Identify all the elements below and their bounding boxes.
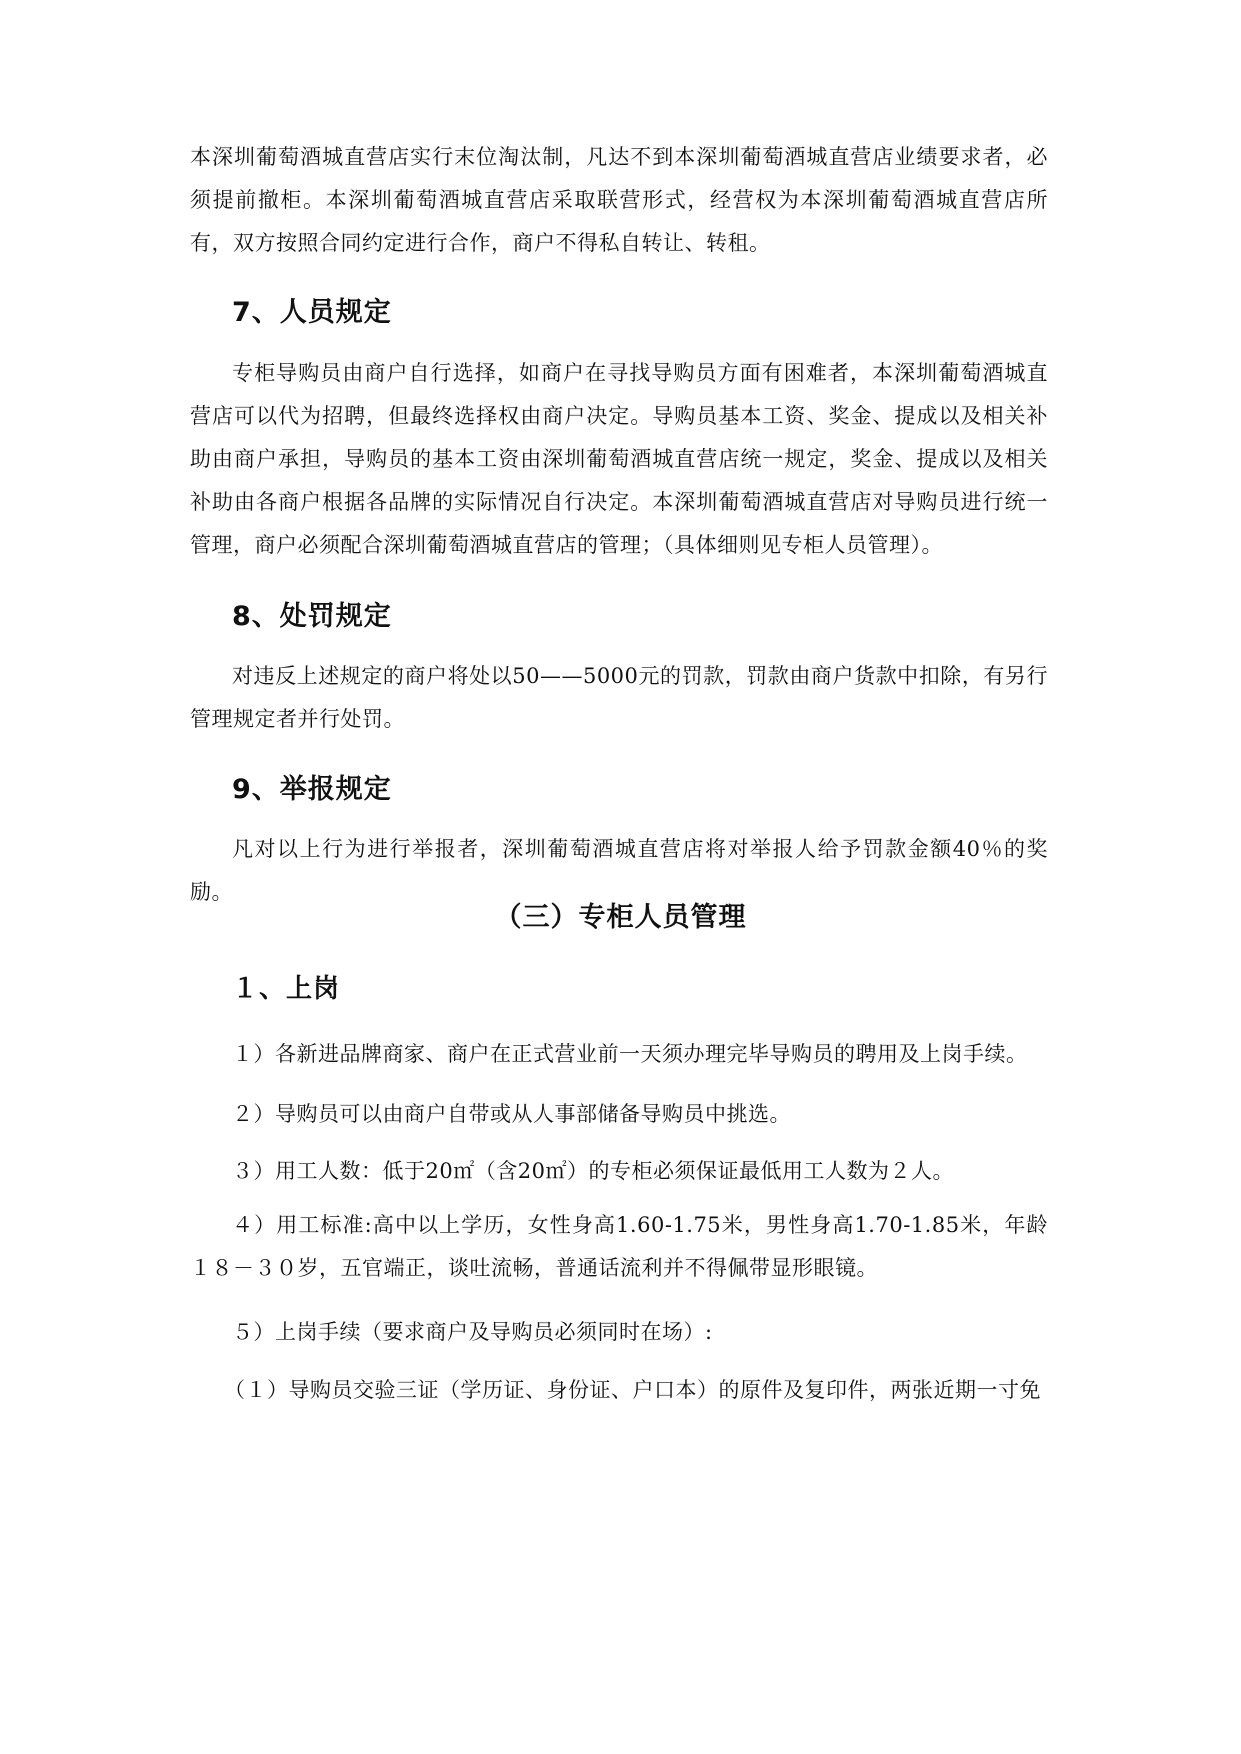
heading-9-report-rules: 9、举报规定 bbox=[232, 774, 392, 805]
paragraph-report-rules: 凡对以上行为进行举报者，深圳葡萄酒城直营店将对举报人给予罚款金额40％的奖励。 bbox=[190, 837, 1048, 904]
list-item-3: ３）用工人数：低于20㎡（含20㎡）的专柜必须保证最低用工人数为２人。 bbox=[232, 1159, 954, 1183]
section-title-counter-staff-management: （三）专柜人员管理 bbox=[494, 902, 747, 933]
list-item-2: ２）导购员可以由商户自带或从人事部储备导购员中挑选。 bbox=[232, 1102, 791, 1126]
paragraph-personnel-rules: 专柜导购员由商户自行选择，如商户在寻找导购员方面有困难者，本深圳葡萄酒城直营店可以代为招聘，但最终选择权由商户决定。导购员基本工资、奖金、提成以及相关补助由商户承担，导购员的基本工资由深圳葡萄酒城直营店统一规定，奖金、提成以及相关补助由各商户根据各品牌的实际情况自行决定。本深圳葡萄酒城直营店对导购员进行统一管理，商户必须配合深圳葡萄酒城直营店的管理；（具体细则见专柜人员管理）。 bbox=[190, 361, 1048, 557]
paragraph-intro: 本深圳葡萄酒城直营店实行末位淘汰制，凡达不到本深圳葡萄酒城直营店业绩要求者，必须提前撤柜。本深圳葡萄酒城直营店采取联营形式，经营权为本深圳葡萄酒城直营店所有，双方按照合同约定进行合作，商户不得私自转让、转租。 bbox=[190, 145, 1048, 255]
heading-8-penalty-rules: 8、处罚规定 bbox=[232, 601, 392, 632]
list-item-1: １）各新进品牌商家、商户在正式营业前一天须办理完毕导购员的聘用及上岗手续。 bbox=[232, 1042, 1028, 1066]
paragraph-penalty-rules: 对违反上述规定的商户将处以50——5000元的罚款，罚款由商户货款中扣除，有另行管理规定者并行处罚。 bbox=[190, 664, 1048, 731]
list-item-5-1: （１）导购员交验三证（学历证、身份证、户口本）的原件及复印件，两张近期一寸免 bbox=[224, 1378, 1041, 1402]
list-item-4: ４）用工标准:高中以上学历，女性身高1.60-1.75米，男性身高1.70-1.85米，年龄１８－３０岁，五官端正，谈吐流畅，普通话流利并不得佩带显形眼镜。 bbox=[190, 1213, 1048, 1280]
heading-1-onboarding: １、上岗 bbox=[232, 974, 341, 1004]
list-item-5: ５）上岗手续（要求商户及导购员必须同时在场）: bbox=[232, 1320, 713, 1344]
heading-7-personnel-rules: 7、人员规定 bbox=[232, 297, 392, 328]
